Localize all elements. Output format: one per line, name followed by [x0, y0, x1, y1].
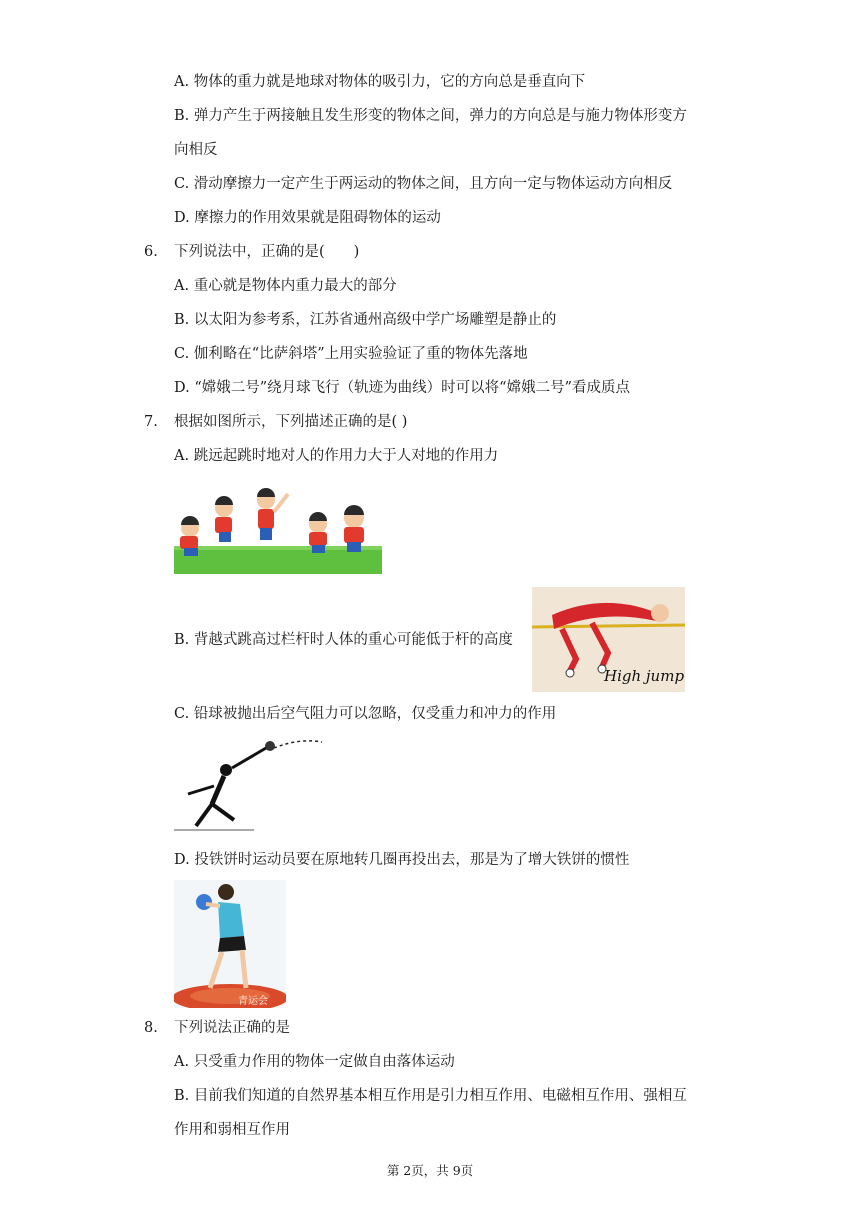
q5-option-d: D. 摩擦力的作用效果就是阻碍物体的运动 — [174, 210, 441, 226]
q6-option-b: B. 以太阳为参考系，江苏省通州高级中学广场雕塑是静止的 — [174, 312, 557, 328]
q7-option-a: A. 跳远起跳时地对人的作用力大于人对地的作用力 — [174, 448, 499, 464]
q5-option-a: A. 物体的重力就是地球对物体的吸引力，它的方向总是垂直向下 — [174, 74, 586, 90]
q5-option-c: C. 滑动摩擦力一定产生于两运动的物体之间，且方向一定与物体运动方向相反 — [174, 176, 673, 192]
q6-number: 6. — [144, 244, 158, 260]
q8-number: 8. — [144, 1020, 158, 1036]
q8-option-b: B. 目前我们知道的自然界基本相互作用是引力相互作用、电磁相互作用、强相互 — [174, 1088, 687, 1104]
discus-caption: 青运会 — [238, 996, 268, 1007]
page-footer: 第 2页，共 9页 — [386, 1163, 474, 1178]
q7-stem: 根据如图所示，下列描述正确的是( ) — [174, 414, 408, 430]
q8-option-b-cont: 作用和弱相互作用 — [174, 1122, 290, 1138]
high-jump-image — [532, 587, 685, 692]
q6-option-d: D. “嫦娥二号”绕月球飞行（轨迹为曲线）时可以将“嫦娥二号”看成质点 — [174, 380, 630, 396]
q6-stem: 下列说法中，正确的是( ) — [174, 244, 360, 260]
q7-option-c: C. 铅球被抛出后空气阻力可以忽略，仅受重力和冲力的作用 — [174, 706, 557, 722]
shot-put-image — [174, 734, 324, 840]
q5-option-b-cont: 向相反 — [174, 142, 218, 158]
q8-option-a: A. 只受重力作用的物体一定做自由落体运动 — [174, 1054, 455, 1070]
discus-image — [174, 880, 286, 1008]
q7-option-b: B. 背越式跳高过栏杆时人体的重心可能低于杆的高度 — [174, 632, 513, 648]
q7-number: 7. — [144, 414, 158, 430]
q8-stem: 下列说法正确的是 — [174, 1020, 290, 1036]
q6-option-c: C. 伽利略在“比萨斜塔”上用实验验证了重的物体先落地 — [174, 346, 528, 362]
q6-option-a: A. 重心就是物体内重力最大的部分 — [174, 278, 397, 294]
high-jump-caption: High jump — [604, 667, 685, 685]
q5-option-b: B. 弹力产生于两接触且发生形变的物体之间，弹力的方向总是与施力物体形变方 — [174, 108, 687, 124]
long-jump-image — [174, 488, 382, 574]
q7-option-d: D. 投铁饼时运动员要在原地转几圈再投出去，那是为了增大铁饼的惯性 — [174, 852, 630, 868]
